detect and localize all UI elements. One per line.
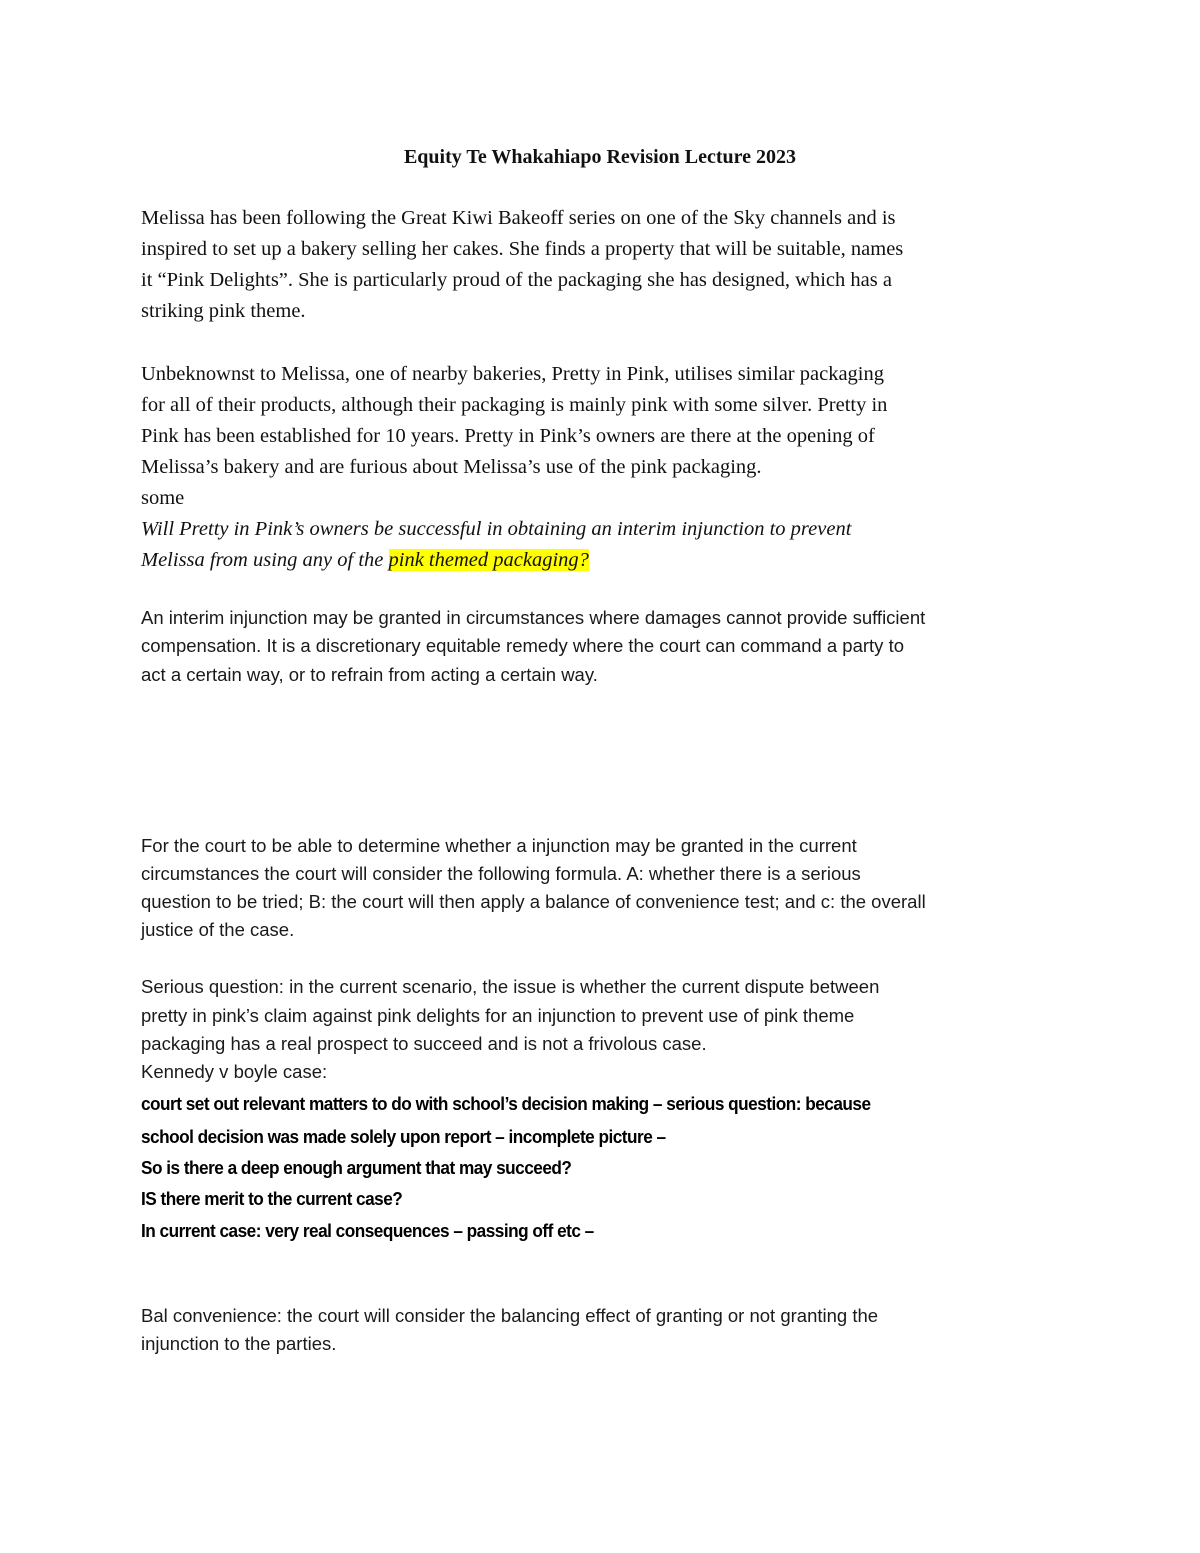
bold-note-line: So is there a deep enough argument that may succeed? [141, 1157, 572, 1178]
answer-text-line: Serious question: in the current scenario, the issue is whether the current dispute between [141, 976, 880, 997]
answer-text-line: Kennedy v boyle case: [141, 1061, 328, 1082]
answer-text-line: question to be tried; B: the court will then apply a balance of convenience test; and c: the overall [141, 891, 926, 912]
answer-text-line: packaging has a real prospect to succeed and is not a frivolous case. [141, 1033, 707, 1054]
answer-text-line: An interim injunction may be granted in circumstances where damages cannot provide sufficient [141, 607, 926, 628]
answer-text-line: act a certain way, or to refrain from acting a certain way. [141, 664, 598, 685]
bold-note-line: court set out relevant matters to do with school’s decision making – serious question: because [141, 1093, 871, 1114]
scenario-text-line: inspired to set up a bakery selling her cakes. She finds a property that will be suitable, names [141, 238, 904, 260]
bold-note-line: school decision was made solely upon report – incomplete picture – [141, 1126, 666, 1147]
answer-text-line: injunction to the parties. [141, 1333, 337, 1354]
document-title: Equity Te Whakahiapo Revision Lecture 2023 [403, 146, 797, 168]
answer-text-line: justice of the case. [141, 919, 295, 940]
scenario-text-line: it “Pink Delights”. She is particularly proud of the packaging she has designed, which has a [141, 269, 892, 291]
question-text: Melissa from using any of the [141, 549, 389, 571]
answer-text-line: circumstances the court will consider the following formula. A: whether there is a serious [141, 863, 861, 884]
answer-text-line: For the court to be able to determine whether a injunction may be granted in the current [141, 835, 857, 856]
answer-text-line: Bal convenience: the court will consider the balancing effect of granting or not granting the [141, 1305, 879, 1326]
highlighted-text: pink themed packaging? [388, 549, 589, 571]
scenario-text-line: for all of their products, although their packaging is mainly pink with some silver. Pretty in [141, 394, 888, 416]
scenario-text-line: Melissa has been following the Great Kiwi Bakeoff series on one of the Sky channels and is [141, 207, 896, 229]
bold-note-line: In current case: very real consequences – passing off etc – [141, 1220, 594, 1241]
scenario-text-line: Melissa’s bakery and are furious about Melissa’s use of the pink packaging. [141, 456, 762, 478]
bold-note-line: IS there merit to the current case? [141, 1188, 403, 1209]
question-line: Will Pretty in Pink’s owners be successful in obtaining an interim injunction to prevent [141, 518, 852, 540]
answer-text-line: pretty in pink’s claim against pink delights for an injunction to prevent use of pink theme [141, 1005, 855, 1026]
scenario-text-line: Pink has been established for 10 years. Pretty in Pink’s owners are there at the opening of [141, 425, 875, 447]
scenario-text-line: some [141, 487, 185, 509]
scenario-text-line: Unbeknownst to Melissa, one of nearby bakeries, Pretty in Pink, utilises similar packaging [141, 363, 884, 385]
scenario-text-line: striking pink theme. [141, 300, 306, 322]
answer-text-line: compensation. It is a discretionary equitable remedy where the court can command a party to [141, 635, 904, 656]
question-line [141, 548, 589, 572]
